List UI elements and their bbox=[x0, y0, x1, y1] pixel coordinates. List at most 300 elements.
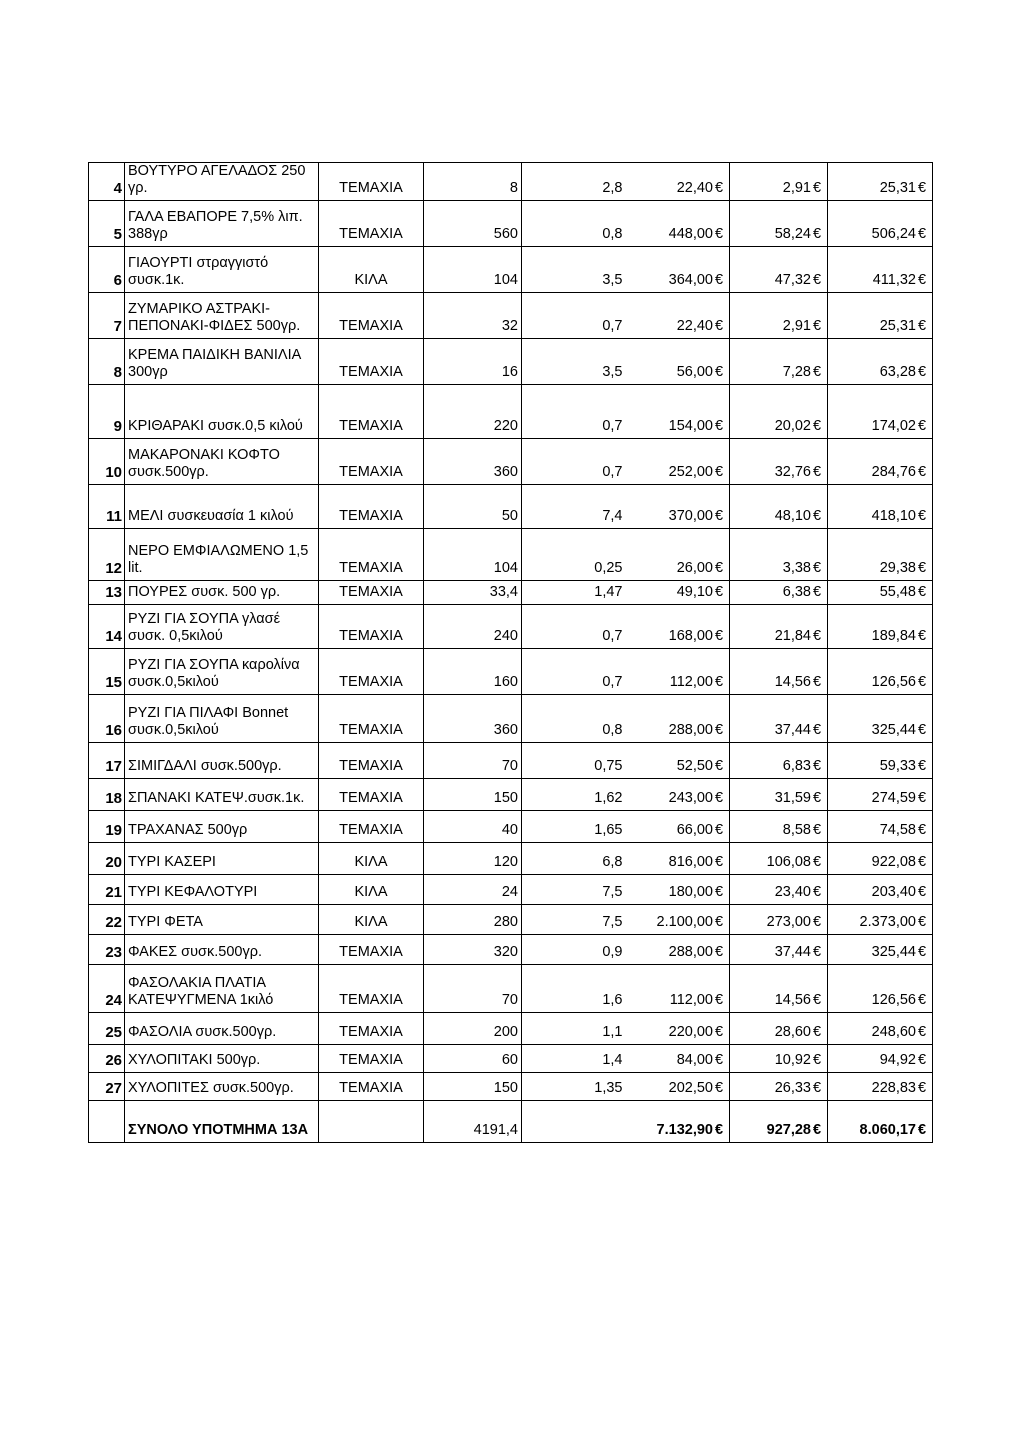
item-number: 26 bbox=[89, 1045, 125, 1073]
item-net-amount bbox=[626, 1045, 730, 1073]
euro-symbol: € bbox=[918, 508, 927, 524]
item-total-amount-value: 325,44 bbox=[871, 944, 916, 960]
item-unit: ΤΕΜΑΧΙΑ bbox=[319, 163, 424, 201]
item-vat-amount bbox=[730, 485, 828, 529]
item-net-amount bbox=[626, 779, 730, 811]
item-unit: ΤΕΜΑΧΙΑ bbox=[319, 779, 424, 811]
item-net-amount bbox=[626, 743, 730, 779]
euro-symbol: € bbox=[918, 722, 927, 738]
item-total-amount-value: 2.373,00 bbox=[859, 914, 916, 930]
table-row bbox=[89, 649, 933, 695]
euro-symbol: € bbox=[715, 1122, 724, 1138]
item-total-amount-value: 189,84 bbox=[871, 628, 916, 644]
item-number: 14 bbox=[89, 605, 125, 649]
item-net-amount bbox=[626, 201, 730, 247]
item-vat-amount-value: 58,24 bbox=[774, 226, 811, 242]
total-vat-amount bbox=[730, 1101, 828, 1143]
euro-symbol: € bbox=[813, 674, 822, 690]
item-vat-amount-value: 2,91 bbox=[782, 180, 811, 196]
item-net-amount-value: 202,50 bbox=[668, 1080, 713, 1096]
euro-symbol: € bbox=[813, 790, 822, 806]
euro-symbol: € bbox=[918, 914, 927, 930]
item-net-amount-value: 370,00 bbox=[668, 508, 713, 524]
item-unit: ΤΕΜΑΧΙΑ bbox=[319, 695, 424, 743]
item-vat-amount bbox=[730, 529, 828, 581]
item-unit-price: 3,5 bbox=[522, 339, 626, 385]
item-unit-price: 0,7 bbox=[522, 385, 626, 439]
item-net-amount bbox=[626, 605, 730, 649]
item-vat-amount-value: 14,56 bbox=[774, 992, 811, 1008]
item-total-amount-value: 126,56 bbox=[871, 674, 916, 690]
total-unit bbox=[319, 1101, 424, 1143]
item-net-amount-value: 364,00 bbox=[668, 272, 713, 288]
item-vat-amount-value: 47,32 bbox=[774, 272, 811, 288]
euro-symbol: € bbox=[918, 822, 927, 838]
item-total-amount bbox=[828, 695, 933, 743]
item-unit-price: 1,1 bbox=[522, 1013, 626, 1045]
item-vat-amount bbox=[730, 339, 828, 385]
euro-symbol: € bbox=[813, 1122, 822, 1138]
item-vat-amount bbox=[730, 743, 828, 779]
item-total-amount-value: 174,02 bbox=[871, 418, 916, 434]
euro-symbol: € bbox=[813, 914, 822, 930]
item-description: ΤΥΡΙ ΦΕΤΑ bbox=[125, 905, 319, 935]
table-row bbox=[89, 935, 933, 965]
item-total-amount bbox=[828, 293, 933, 339]
item-number: 23 bbox=[89, 935, 125, 965]
euro-symbol: € bbox=[918, 758, 927, 774]
total-label: ΣΥΝΟΛΟ ΥΠΟΤΜΗΜΑ 13Α bbox=[125, 1101, 319, 1143]
item-unit: ΚΙΛΑ bbox=[319, 875, 424, 905]
item-total-amount-value: 506,24 bbox=[871, 226, 916, 242]
table-row bbox=[89, 779, 933, 811]
item-total-amount bbox=[828, 439, 933, 485]
table-row bbox=[89, 743, 933, 779]
item-vat-amount bbox=[730, 695, 828, 743]
item-number: 18 bbox=[89, 779, 125, 811]
table-row bbox=[89, 581, 933, 605]
item-total-amount bbox=[828, 485, 933, 529]
euro-symbol: € bbox=[715, 180, 724, 196]
table-row bbox=[89, 875, 933, 905]
item-description: ΧΥΛΟΠΙΤΕΣ συσκ.500γρ. bbox=[125, 1073, 319, 1101]
item-quantity: 320 bbox=[424, 935, 522, 965]
item-unit-price: 6,8 bbox=[522, 843, 626, 875]
item-vat-amount-value: 2,91 bbox=[782, 318, 811, 334]
euro-symbol: € bbox=[813, 464, 822, 480]
item-vat-amount bbox=[730, 875, 828, 905]
item-number: 25 bbox=[89, 1013, 125, 1045]
item-total-amount bbox=[828, 811, 933, 843]
item-description: ΒΟΥΤΥΡΟ ΑΓΕΛΑΔΟΣ 250 γρ. bbox=[125, 163, 319, 201]
item-description: ΓΙΑΟΥΡΤΙ στραγγιστό συσκ.1κ. bbox=[125, 247, 319, 293]
item-unit-price: 0,7 bbox=[522, 605, 626, 649]
item-net-amount-value: 243,00 bbox=[668, 790, 713, 806]
item-vat-amount bbox=[730, 811, 828, 843]
item-unit: ΤΕΜΑΧΙΑ bbox=[319, 1013, 424, 1045]
item-quantity: 104 bbox=[424, 247, 522, 293]
item-number: 4 bbox=[89, 163, 125, 201]
total-row bbox=[89, 1101, 933, 1143]
euro-symbol: € bbox=[715, 758, 724, 774]
item-vat-amount bbox=[730, 935, 828, 965]
item-unit: ΤΕΜΑΧΙΑ bbox=[319, 339, 424, 385]
order-sheet bbox=[88, 162, 932, 1143]
item-vat-amount bbox=[730, 1073, 828, 1101]
item-number: 16 bbox=[89, 695, 125, 743]
total-grand-amount bbox=[828, 1101, 933, 1143]
euro-symbol: € bbox=[813, 722, 822, 738]
item-description: ΚΡΕΜΑ ΠΑΙΔΙΚΗ ΒΑΝΙΛΙΑ 300γρ bbox=[125, 339, 319, 385]
item-total-amount-value: 25,31 bbox=[879, 180, 916, 196]
euro-symbol: € bbox=[813, 854, 822, 870]
item-total-amount-value: 94,92 bbox=[879, 1052, 916, 1068]
item-quantity: 160 bbox=[424, 649, 522, 695]
item-number: 13 bbox=[89, 581, 125, 605]
euro-symbol: € bbox=[715, 674, 724, 690]
euro-symbol: € bbox=[918, 992, 927, 1008]
item-description: ΤΥΡΙ ΚΑΣΕΡΙ bbox=[125, 843, 319, 875]
item-description: ΣΠΑΝΑΚΙ ΚΑΤΕΨ.συσκ.1κ. bbox=[125, 779, 319, 811]
item-unit-price: 1,47 bbox=[522, 581, 626, 605]
item-vat-amount-value: 273,00 bbox=[766, 914, 811, 930]
item-net-amount bbox=[626, 843, 730, 875]
item-quantity: 240 bbox=[424, 605, 522, 649]
item-vat-amount bbox=[730, 439, 828, 485]
euro-symbol: € bbox=[715, 508, 724, 524]
euro-symbol: € bbox=[715, 1024, 724, 1040]
item-net-amount bbox=[626, 339, 730, 385]
item-net-amount-value: 112,00 bbox=[669, 992, 713, 1008]
euro-symbol: € bbox=[918, 318, 927, 334]
item-description: ΝΕΡΟ ΕΜΦΙΑΛΩΜΕΝΟ 1,5 lit. bbox=[125, 529, 319, 581]
item-vat-amount bbox=[730, 843, 828, 875]
item-total-amount-value: 55,48 bbox=[879, 584, 916, 600]
euro-symbol: € bbox=[813, 180, 822, 196]
item-net-amount-value: 66,00 bbox=[676, 822, 713, 838]
table-row bbox=[89, 695, 933, 743]
item-total-amount bbox=[828, 1073, 933, 1101]
item-quantity: 560 bbox=[424, 201, 522, 247]
item-unit-price: 1,35 bbox=[522, 1073, 626, 1101]
item-net-amount-value: 448,00 bbox=[668, 226, 713, 242]
item-quantity: 40 bbox=[424, 811, 522, 843]
euro-symbol: € bbox=[715, 914, 724, 930]
item-net-amount bbox=[626, 1073, 730, 1101]
item-unit-price: 3,5 bbox=[522, 247, 626, 293]
euro-symbol: € bbox=[918, 884, 927, 900]
table-row bbox=[89, 201, 933, 247]
item-quantity: 150 bbox=[424, 1073, 522, 1101]
item-net-amount bbox=[626, 439, 730, 485]
item-vat-amount bbox=[730, 163, 828, 201]
item-total-amount bbox=[828, 247, 933, 293]
item-net-amount-value: 22,40 bbox=[676, 318, 713, 334]
table-row bbox=[89, 1045, 933, 1073]
item-total-amount-value: 325,44 bbox=[871, 722, 916, 738]
table-row bbox=[89, 163, 933, 201]
item-net-amount bbox=[626, 385, 730, 439]
euro-symbol: € bbox=[715, 226, 724, 242]
table-row bbox=[89, 843, 933, 875]
item-net-amount-value: 168,00 bbox=[668, 628, 713, 644]
euro-symbol: € bbox=[918, 418, 927, 434]
euro-symbol: € bbox=[918, 854, 927, 870]
item-vat-amount-value: 37,44 bbox=[774, 944, 811, 960]
euro-symbol: € bbox=[715, 318, 724, 334]
item-vat-amount bbox=[730, 649, 828, 695]
item-total-amount-value: 284,76 bbox=[871, 464, 916, 480]
item-quantity: 120 bbox=[424, 843, 522, 875]
euro-symbol: € bbox=[918, 364, 927, 380]
item-net-amount bbox=[626, 649, 730, 695]
table-row bbox=[89, 965, 933, 1013]
item-vat-amount bbox=[730, 965, 828, 1013]
item-net-amount-value: 288,00 bbox=[668, 944, 713, 960]
item-vat-amount bbox=[730, 605, 828, 649]
item-unit: ΚΙΛΑ bbox=[319, 905, 424, 935]
euro-symbol: € bbox=[918, 180, 927, 196]
euro-symbol: € bbox=[918, 226, 927, 242]
item-vat-amount bbox=[730, 1045, 828, 1073]
item-quantity: 8 bbox=[424, 163, 522, 201]
item-number: 21 bbox=[89, 875, 125, 905]
item-quantity: 33,4 bbox=[424, 581, 522, 605]
item-number: 5 bbox=[89, 201, 125, 247]
euro-symbol: € bbox=[813, 272, 822, 288]
item-net-amount bbox=[626, 293, 730, 339]
euro-symbol: € bbox=[918, 464, 927, 480]
euro-symbol: € bbox=[715, 944, 724, 960]
item-net-amount bbox=[626, 581, 730, 605]
item-description: ΡΥΖΙ ΓΙΑ ΣΟΥΠΑ γλασέ συσκ. 0,5κιλού bbox=[125, 605, 319, 649]
item-unit: ΤΕΜΑΧΙΑ bbox=[319, 965, 424, 1013]
item-quantity: 32 bbox=[424, 293, 522, 339]
item-vat-amount-value: 20,02 bbox=[774, 418, 811, 434]
item-description: ΡΥΖΙ ΓΙΑ ΣΟΥΠΑ καρολίνα συσκ.0,5κιλού bbox=[125, 649, 319, 695]
item-vat-amount-value: 8,58 bbox=[782, 822, 811, 838]
item-total-amount-value: 126,56 bbox=[871, 992, 916, 1008]
item-unit-price: 1,65 bbox=[522, 811, 626, 843]
item-quantity: 360 bbox=[424, 695, 522, 743]
item-number: 10 bbox=[89, 439, 125, 485]
item-net-amount-value: 52,50 bbox=[676, 758, 713, 774]
total-number bbox=[89, 1101, 125, 1143]
item-number: 17 bbox=[89, 743, 125, 779]
item-net-amount bbox=[626, 1013, 730, 1045]
item-unit-price: 1,4 bbox=[522, 1045, 626, 1073]
item-vat-amount bbox=[730, 1013, 828, 1045]
item-vat-amount-value: 14,56 bbox=[774, 674, 811, 690]
item-description: ΜΕΛΙ συσκευασία 1 κιλού bbox=[125, 485, 319, 529]
total-net-amount-value: 7.132,90 bbox=[656, 1122, 713, 1138]
item-net-amount-value: 26,00 bbox=[676, 560, 713, 576]
item-quantity: 200 bbox=[424, 1013, 522, 1045]
item-unit: ΤΕΜΑΧΙΑ bbox=[319, 439, 424, 485]
item-total-amount bbox=[828, 965, 933, 1013]
item-total-amount-value: 411,32 bbox=[872, 272, 916, 288]
item-net-amount bbox=[626, 935, 730, 965]
item-total-amount bbox=[828, 935, 933, 965]
item-total-amount-value: 248,60 bbox=[871, 1024, 916, 1040]
item-unit: ΤΕΜΑΧΙΑ bbox=[319, 485, 424, 529]
euro-symbol: € bbox=[813, 226, 822, 242]
item-vat-amount-value: 31,59 bbox=[774, 790, 811, 806]
euro-symbol: € bbox=[715, 992, 724, 1008]
euro-symbol: € bbox=[918, 1122, 927, 1138]
item-vat-amount bbox=[730, 905, 828, 935]
total-unit-price bbox=[522, 1101, 626, 1143]
item-total-amount-value: 922,08 bbox=[871, 854, 916, 870]
euro-symbol: € bbox=[813, 318, 822, 334]
item-quantity: 50 bbox=[424, 485, 522, 529]
item-description: ΧΥΛΟΠΙΤΑΚΙ 500γρ. bbox=[125, 1045, 319, 1073]
euro-symbol: € bbox=[918, 1080, 927, 1096]
item-unit-price: 0,7 bbox=[522, 293, 626, 339]
euro-symbol: € bbox=[715, 822, 724, 838]
item-net-amount-value: 112,00 bbox=[669, 674, 713, 690]
euro-symbol: € bbox=[813, 884, 822, 900]
item-quantity: 60 bbox=[424, 1045, 522, 1073]
table-row bbox=[89, 485, 933, 529]
item-vat-amount-value: 6,83 bbox=[782, 758, 811, 774]
euro-symbol: € bbox=[715, 272, 724, 288]
item-unit-price: 0,8 bbox=[522, 695, 626, 743]
euro-symbol: € bbox=[918, 674, 927, 690]
item-total-amount-value: 74,58 bbox=[879, 822, 916, 838]
item-quantity: 360 bbox=[424, 439, 522, 485]
table-row bbox=[89, 811, 933, 843]
euro-symbol: € bbox=[813, 508, 822, 524]
euro-symbol: € bbox=[918, 790, 927, 806]
item-unit: ΤΕΜΑΧΙΑ bbox=[319, 529, 424, 581]
item-total-amount bbox=[828, 743, 933, 779]
table-row bbox=[89, 293, 933, 339]
item-vat-amount-value: 32,76 bbox=[774, 464, 811, 480]
euro-symbol: € bbox=[715, 884, 724, 900]
item-quantity: 150 bbox=[424, 779, 522, 811]
total-net-amount bbox=[626, 1101, 730, 1143]
item-quantity: 104 bbox=[424, 529, 522, 581]
item-description: ΦΑΣΟΛΑΚΙΑ ΠΛΑΤΙΑ ΚΑΤΕΨΥΓΜΕΝΑ 1κιλό bbox=[125, 965, 319, 1013]
item-net-amount bbox=[626, 485, 730, 529]
item-net-amount-value: 84,00 bbox=[676, 1052, 713, 1068]
table-row bbox=[89, 439, 933, 485]
item-unit: ΤΕΜΑΧΙΑ bbox=[319, 605, 424, 649]
item-total-amount-value: 418,10 bbox=[871, 508, 916, 524]
item-quantity: 24 bbox=[424, 875, 522, 905]
item-total-amount bbox=[828, 649, 933, 695]
item-unit: ΤΕΜΑΧΙΑ bbox=[319, 743, 424, 779]
item-vat-amount bbox=[730, 247, 828, 293]
total-quantity: 4191,4 bbox=[424, 1101, 522, 1143]
item-unit: ΤΕΜΑΧΙΑ bbox=[319, 649, 424, 695]
item-net-amount-value: 154,00 bbox=[668, 418, 713, 434]
item-vat-amount-value: 37,44 bbox=[774, 722, 811, 738]
table-row bbox=[89, 1013, 933, 1045]
table-row bbox=[89, 385, 933, 439]
item-total-amount-value: 29,38 bbox=[879, 560, 916, 576]
total-vat-amount-value: 927,28 bbox=[766, 1122, 811, 1138]
euro-symbol: € bbox=[918, 1024, 927, 1040]
item-net-amount-value: 288,00 bbox=[668, 722, 713, 738]
item-unit-price: 7,4 bbox=[522, 485, 626, 529]
item-quantity: 280 bbox=[424, 905, 522, 935]
euro-symbol: € bbox=[715, 854, 724, 870]
item-description: ΤΡΑΧΑΝΑΣ 500γρ bbox=[125, 811, 319, 843]
item-net-amount-value: 252,00 bbox=[668, 464, 713, 480]
item-number: 8 bbox=[89, 339, 125, 385]
euro-symbol: € bbox=[813, 584, 822, 600]
item-number: 19 bbox=[89, 811, 125, 843]
item-total-amount-value: 228,83 bbox=[871, 1080, 916, 1096]
item-net-amount-value: 180,00 bbox=[668, 884, 713, 900]
item-number: 6 bbox=[89, 247, 125, 293]
item-unit-price: 0,25 bbox=[522, 529, 626, 581]
item-description: ΚΡΙΘΑΡΑΚΙ συσκ.0,5 κιλού bbox=[125, 385, 319, 439]
item-quantity: 220 bbox=[424, 385, 522, 439]
euro-symbol: € bbox=[918, 628, 927, 644]
item-unit-price: 1,62 bbox=[522, 779, 626, 811]
item-unit: ΤΕΜΑΧΙΑ bbox=[319, 581, 424, 605]
item-unit-price: 7,5 bbox=[522, 875, 626, 905]
euro-symbol: € bbox=[918, 272, 927, 288]
item-number: 11 bbox=[89, 485, 125, 529]
item-vat-amount-value: 26,33 bbox=[774, 1080, 811, 1096]
item-unit: ΤΕΜΑΧΙΑ bbox=[319, 1073, 424, 1101]
item-description: ΖΥΜΑΡΙΚΟ ΑΣΤΡΑΚΙ-ΠΕΠΟΝΑΚΙ-ΦΙΔΕΣ 500γρ. bbox=[125, 293, 319, 339]
euro-symbol: € bbox=[715, 790, 724, 806]
item-total-amount-value: 25,31 bbox=[879, 318, 916, 334]
item-unit-price: 0,7 bbox=[522, 439, 626, 485]
item-vat-amount bbox=[730, 385, 828, 439]
item-total-amount bbox=[828, 905, 933, 935]
item-total-amount bbox=[828, 385, 933, 439]
euro-symbol: € bbox=[715, 418, 724, 434]
item-unit: ΚΙΛΑ bbox=[319, 843, 424, 875]
item-unit-price: 2,8 bbox=[522, 163, 626, 201]
item-net-amount-value: 816,00 bbox=[668, 854, 713, 870]
euro-symbol: € bbox=[813, 822, 822, 838]
euro-symbol: € bbox=[918, 944, 927, 960]
table-row bbox=[89, 339, 933, 385]
item-net-amount-value: 220,00 bbox=[668, 1024, 713, 1040]
item-unit-price: 0,7 bbox=[522, 649, 626, 695]
items-table bbox=[88, 162, 933, 1143]
euro-symbol: € bbox=[813, 944, 822, 960]
table-body bbox=[89, 163, 933, 1143]
item-number: 22 bbox=[89, 905, 125, 935]
item-description: ΤΥΡΙ ΚΕΦΑΛΟΤΥΡΙ bbox=[125, 875, 319, 905]
item-vat-amount-value: 48,10 bbox=[774, 508, 811, 524]
item-total-amount bbox=[828, 339, 933, 385]
item-vat-amount bbox=[730, 581, 828, 605]
item-total-amount bbox=[828, 1013, 933, 1045]
item-vat-amount bbox=[730, 201, 828, 247]
item-vat-amount-value: 21,84 bbox=[774, 628, 811, 644]
euro-symbol: € bbox=[715, 1052, 724, 1068]
item-net-amount bbox=[626, 247, 730, 293]
item-number: 27 bbox=[89, 1073, 125, 1101]
item-description: ΦΑΚΕΣ συσκ.500γρ. bbox=[125, 935, 319, 965]
item-unit-price: 0,9 bbox=[522, 935, 626, 965]
table-row bbox=[89, 605, 933, 649]
item-number: 9 bbox=[89, 385, 125, 439]
item-quantity: 70 bbox=[424, 965, 522, 1013]
euro-symbol: € bbox=[715, 560, 724, 576]
item-total-amount bbox=[828, 529, 933, 581]
euro-symbol: € bbox=[813, 758, 822, 774]
